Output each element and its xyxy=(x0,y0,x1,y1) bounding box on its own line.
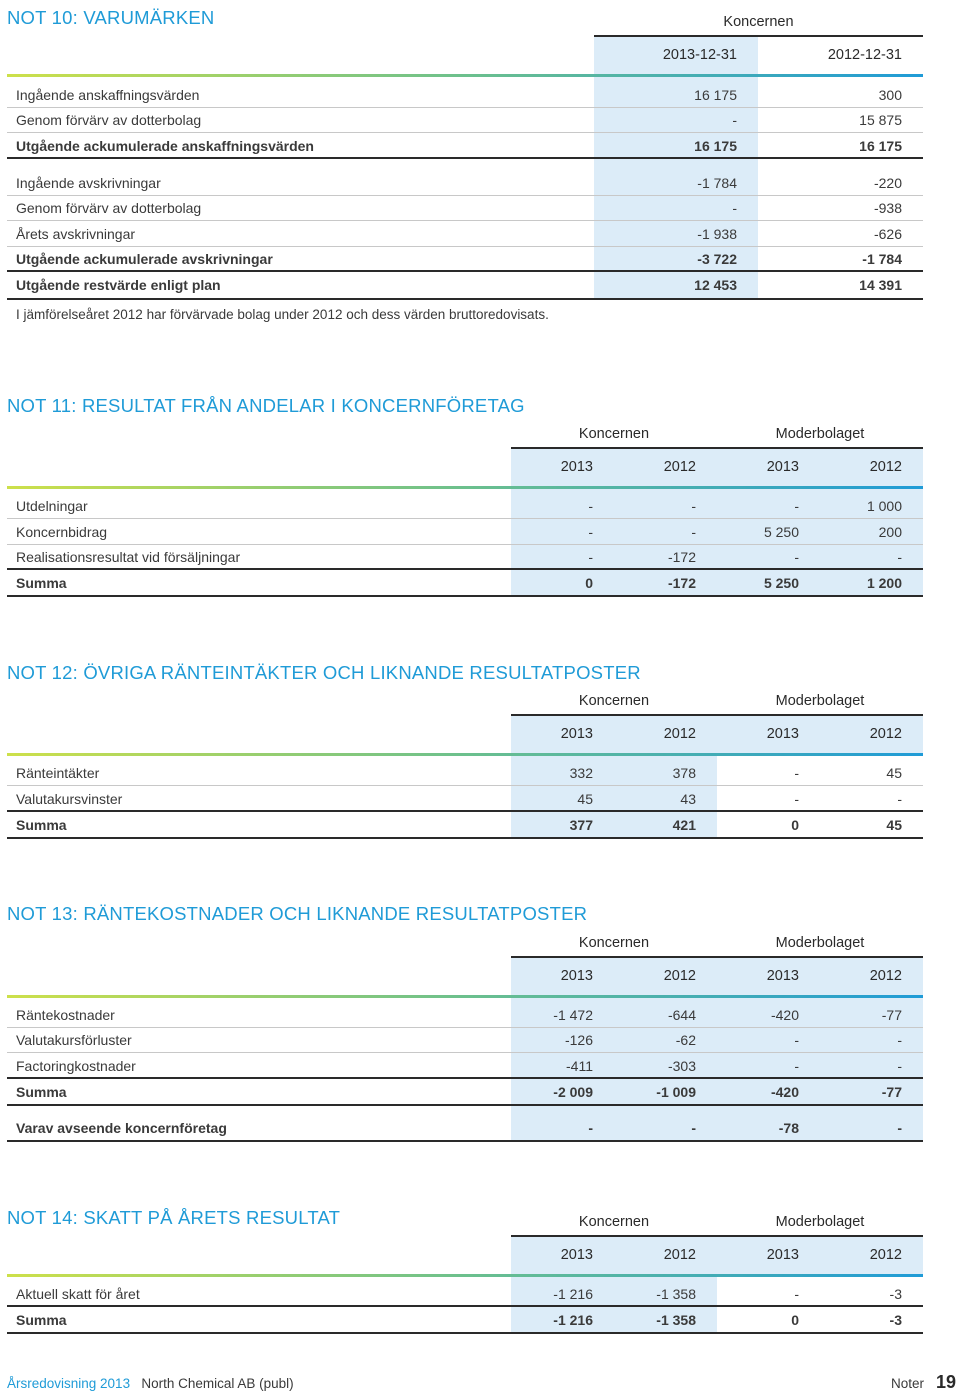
note-10-gradient-rule xyxy=(7,74,923,77)
note-14-column-header xyxy=(511,1235,923,1274)
table-row: Valutakursförluster -126 -62 - - xyxy=(7,1028,923,1053)
table-row: Genom förvärv av dotterbolag - 15 875 xyxy=(7,108,923,133)
group-moderbolaget: Moderbolaget xyxy=(775,935,865,951)
group-moderbolaget: Moderbolaget xyxy=(775,693,865,709)
table-row-total: Utgående restvärde enligt plan 12 453 14 391 xyxy=(7,273,923,300)
table-row: Aktuell skatt för året -1 216 -1 358 - -3 xyxy=(7,1282,923,1307)
table-row: Ingående anskaffningsvärden 16 175 300 xyxy=(7,83,923,108)
note-10-col-2013: 2013-12-31 xyxy=(662,47,737,63)
table-row: Ränteintäkter 332 378 - 45 xyxy=(7,761,923,786)
note-13-title: NOT 13: RÄNTEKOSTNADER OCH LIKNANDE RESULTATPOSTER xyxy=(7,903,588,924)
table-row: Ingående avskrivningar -1 784 -220 xyxy=(7,171,923,196)
table-row-total: Summa 0 -172 5 250 1 200 xyxy=(7,571,923,597)
col-2012: 2012 xyxy=(663,726,696,742)
col-2013: 2013 xyxy=(766,459,799,475)
note-11-title: NOT 11: RESULTAT FRÅN ANDELAR I KONCERNFÖRETAG xyxy=(7,395,525,416)
footer-section: Noter xyxy=(890,1376,924,1391)
group-koncernen: Koncernen xyxy=(578,693,650,709)
group-moderbolaget: Moderbolaget xyxy=(775,1214,865,1230)
col-2013: 2013 xyxy=(766,726,799,742)
table-row: Koncernbidrag - - 5 250 200 xyxy=(7,520,923,545)
table-row: Utdelningar - - - 1 000 xyxy=(7,494,923,519)
col-2012: 2012 xyxy=(869,1247,902,1263)
table-row: Factoringkostnader -411 -303 - - xyxy=(7,1054,923,1079)
note-10-group-koncernen: Koncernen xyxy=(723,14,794,30)
col-2013: 2013 xyxy=(560,726,593,742)
note-11-gradient-rule xyxy=(7,486,923,489)
table-row: Realisationsresultat vid försäljningar - -172 - - xyxy=(7,545,923,570)
col-2012: 2012 xyxy=(869,726,902,742)
table-row: Genom förvärv av dotterbolag - -938 xyxy=(7,196,923,221)
col-2013: 2013 xyxy=(766,968,799,984)
footer-company: North Chemical AB (publ) xyxy=(141,1376,294,1391)
table-row: Valutakursvinster 45 43 - - xyxy=(7,787,923,812)
table-row-total: Utgående ackumulerade avskrivningar -3 722 -1 784 xyxy=(7,247,923,272)
col-2013: 2013 xyxy=(766,1247,799,1263)
col-2013: 2013 xyxy=(560,968,593,984)
note-12-column-header xyxy=(511,714,923,753)
note-10-footnote: I jämförelseåret 2012 har förvärvade bolag under 2012 och dess värden bruttoredovisats. xyxy=(16,307,549,322)
col-2012: 2012 xyxy=(663,1247,696,1263)
col-2012: 2012 xyxy=(663,968,696,984)
col-2012: 2012 xyxy=(663,459,696,475)
table-row: Årets avskrivningar -1 938 -626 xyxy=(7,222,923,247)
table-row-total: Summa 377 421 0 45 xyxy=(7,813,923,839)
page-number: 19 xyxy=(935,1372,956,1392)
col-2013: 2013 xyxy=(560,1247,593,1263)
col-2013: 2013 xyxy=(560,459,593,475)
group-koncernen: Koncernen xyxy=(578,1214,650,1230)
col-2012: 2012 xyxy=(869,968,902,984)
group-koncernen: Koncernen xyxy=(578,935,650,951)
note-10-title: NOT 10: VARUMÄRKEN xyxy=(7,7,215,28)
table-row-total: Utgående ackumulerade anskaffningsvärden 16 175 16 175 xyxy=(7,134,923,159)
note-10-col-2012: 2012-12-31 xyxy=(758,37,923,74)
footer-report-title: Årsredovisning 2013 xyxy=(7,1376,131,1391)
col-2012: 2012 xyxy=(869,459,902,475)
note-13-column-header xyxy=(511,956,923,995)
note-10-column-header xyxy=(594,35,923,74)
group-koncernen: Koncernen xyxy=(578,426,650,442)
note-11-column-header xyxy=(511,447,923,486)
group-moderbolaget: Moderbolaget xyxy=(775,426,865,442)
note-14-title: NOT 14: SKATT PÅ ÅRETS RESULTAT xyxy=(7,1207,341,1228)
note-13-gradient-rule xyxy=(7,995,923,998)
note-12-gradient-rule xyxy=(7,753,923,756)
table-row-total: Summa -2 009 -1 009 -420 -77 xyxy=(7,1080,923,1106)
note-12-title: NOT 12: ÖVRIGA RÄNTEINTÄKTER OCH LIKNANDE RESULTATPOSTER xyxy=(7,662,641,683)
table-row-total: Varav avseende koncernföretag - - -78 - xyxy=(7,1116,923,1142)
table-row: Räntekostnader -1 472 -644 -420 -77 xyxy=(7,1003,923,1028)
page-footer xyxy=(7,1376,294,1391)
table-row-total: Summa -1 216 -1 358 0 -3 xyxy=(7,1308,923,1334)
note-14-gradient-rule xyxy=(7,1274,923,1277)
